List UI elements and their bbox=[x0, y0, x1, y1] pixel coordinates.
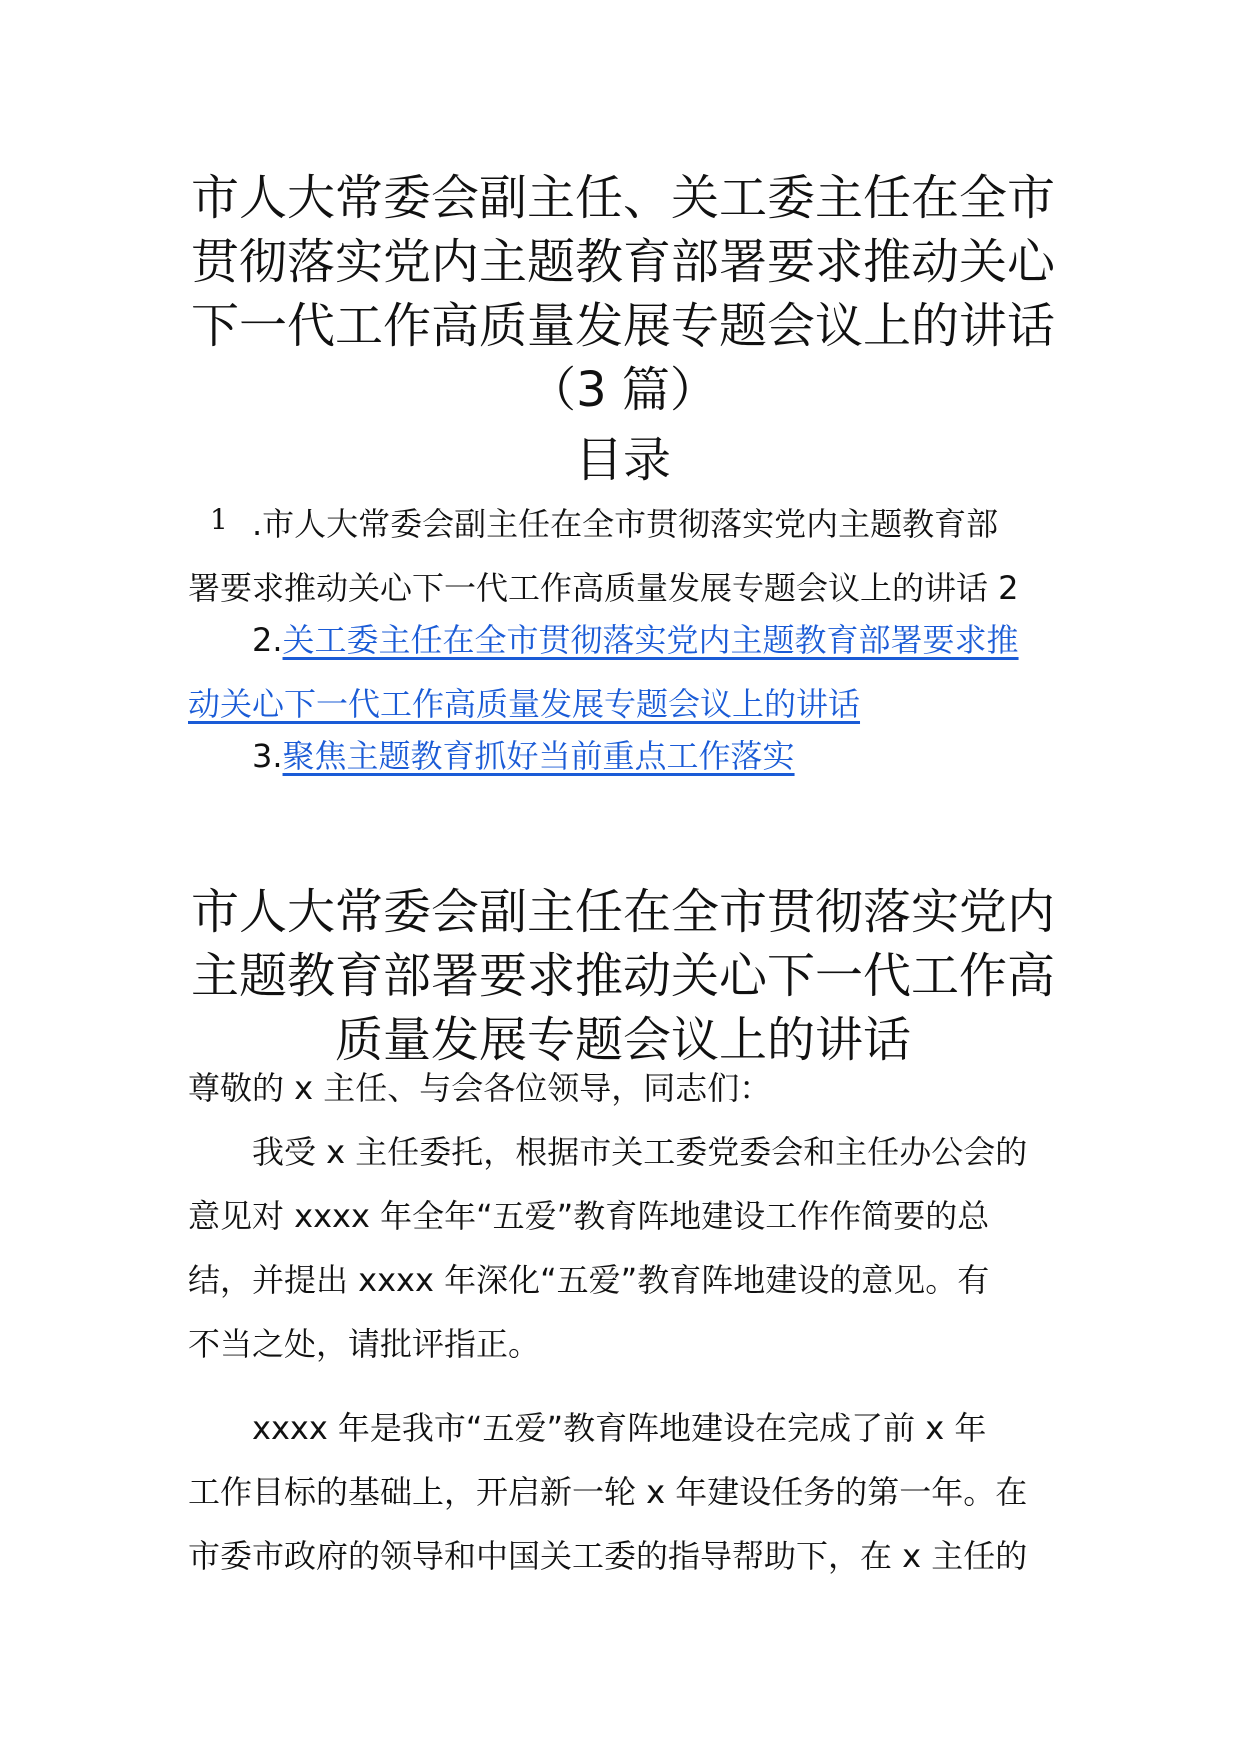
toc-heading: 目录 bbox=[574, 432, 671, 488]
body-paragraph-1 bbox=[188, 1120, 1058, 1376]
speech-title bbox=[188, 880, 1058, 1072]
toc-item-3 bbox=[188, 724, 1058, 788]
document-title bbox=[188, 166, 1058, 422]
paragraph-line: 意见对 xxxx 年全年“五爱”教育阵地建设工作作简要的总 bbox=[188, 1197, 990, 1235]
paragraph-line: 结，并提出 xxxx 年深化“五爱”教育阵地建设的意见。有 bbox=[188, 1261, 990, 1299]
toc-item-2-link[interactable]: 关工委主任在全市贯彻落实党内主题教育部署要求推 bbox=[282, 621, 1019, 659]
speech-title-line: 市人大常委会副主任在全市贯彻落实党内 bbox=[190, 884, 1055, 940]
body-paragraph-2 bbox=[188, 1396, 1058, 1588]
toc-marker: 1 bbox=[210, 503, 228, 536]
paragraph-line: 不当之处，请批评指正。 bbox=[188, 1325, 541, 1363]
toc-item-2 bbox=[188, 608, 1058, 736]
paragraph-line: xxxx 年是我市“五爱”教育阵地建设在完成了前 x 年 bbox=[252, 1409, 987, 1447]
toc-item-1-line: .市人大常委会副主任在全市贯彻落实党内主题教育部 bbox=[252, 505, 999, 543]
salutation bbox=[188, 1056, 1058, 1120]
toc-item-3-line bbox=[188, 724, 1058, 788]
toc-item-3-number: 3. bbox=[252, 737, 283, 775]
title-line: 贯彻落实党内主题教育部署要求推动关心 bbox=[190, 234, 1055, 290]
toc-item-3-link[interactable]: 聚焦主题教育抓好当前重点工作落实 bbox=[282, 737, 795, 775]
toc-item-2-line bbox=[188, 608, 1058, 672]
title-line: 下一代工作高质量发展专题会议上的讲话 bbox=[190, 298, 1055, 354]
speech-title-line: 质量发展专题会议上的讲话 bbox=[334, 1012, 911, 1068]
toc-item-2-number: 2. bbox=[252, 621, 283, 659]
title-line: 市人大常委会副主任、关工委主任在全市 bbox=[190, 170, 1055, 226]
toc-item-1-line: 署要求推动关心下一代工作高质量发展专题会议上的讲话 2 bbox=[188, 569, 1019, 607]
toc-item-1 bbox=[188, 492, 1058, 620]
speech-title-line: 主题教育部署要求推动关心下一代工作高 bbox=[190, 948, 1055, 1004]
toc-item-2-link-continued[interactable]: 动关心下一代工作高质量发展专题会议上的讲话 bbox=[188, 685, 861, 723]
salutation-line: 尊敬的 x 主任、与会各位领导，同志们： bbox=[188, 1069, 772, 1107]
paragraph-line: 我受 x 主任委托，根据市关工委党委会和主任办公会的 bbox=[252, 1133, 1028, 1171]
paragraph-line: 工作目标的基础上，开启新一轮 x 年建设任务的第一年。在 bbox=[188, 1473, 1028, 1511]
title-line: （3 篇） bbox=[528, 362, 718, 418]
paragraph-line: 市委市政府的领导和中国关工委的指导帮助下，在 x 主任的 bbox=[188, 1537, 1028, 1575]
